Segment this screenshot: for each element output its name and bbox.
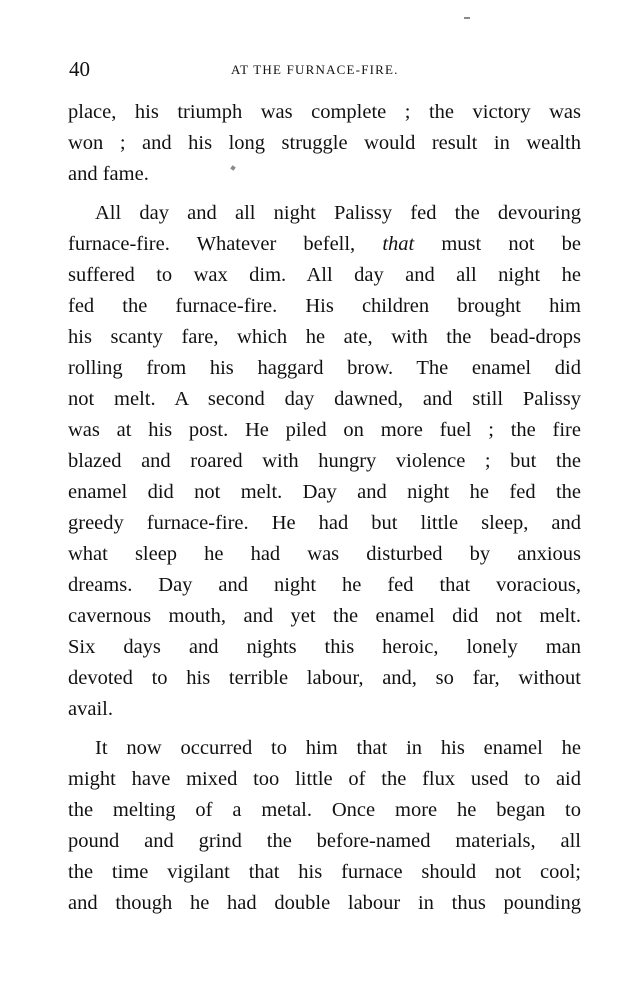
text-line: cavernous mouth, and yet the enamel did not melt. <box>68 605 581 627</box>
text-line: Six days and nights this heroic, lonely man <box>68 636 581 658</box>
text-line: devoted to his terrible labour, and, so far, without <box>68 667 581 689</box>
text-line: the melting of a metal. Once more he began to <box>68 799 581 821</box>
paragraph <box>68 733 581 919</box>
text-line: the time vigilant that his furnace should not cool; <box>68 861 581 883</box>
text-line: and fame. <box>68 163 149 185</box>
text-line: greedy furnace-fire. He had but little sleep, and <box>68 512 581 534</box>
text-line: dreams. Day and night he fed that voracious, <box>68 574 581 596</box>
text-line: his scanty fare, which he ate, with the bead-drops <box>68 326 581 348</box>
text-line: avail. <box>68 698 113 720</box>
text-line: rolling from his haggard brow. The enamel did <box>68 357 581 379</box>
text-line: furnace-fire. Whatever befell, that must not be <box>68 233 581 255</box>
emphasis: that <box>382 233 415 255</box>
text-line: won ; and his long struggle would result in wealth <box>68 132 581 154</box>
running-title: AT THE FURNACE-FIRE. <box>231 62 399 77</box>
text-line: and though he had double labour in thus pounding <box>68 892 581 914</box>
text-line: enamel did not melt. Day and night he fed the <box>68 481 581 503</box>
page-number: 40 <box>69 57 90 81</box>
running-head <box>69 54 581 84</box>
text-line: fed the furnace-fire. His children brought him <box>68 295 581 317</box>
text-line: might have mixed too little of the flux used to aid <box>68 768 581 790</box>
text-line: place, his triumph was complete ; the victory was <box>68 101 581 123</box>
text-line: was at his post. He piled on more fuel ; the fire <box>68 419 581 441</box>
body-text <box>68 97 581 919</box>
text-line: suffered to wax dim. All day and all night he <box>68 264 581 286</box>
text-line: pound and grind the before-named materials, all <box>68 830 581 852</box>
paragraph <box>68 198 581 725</box>
text-line: blazed and roared with hungry violence ; but the <box>68 450 581 472</box>
margin-mark <box>464 17 470 19</box>
text-line: It now occurred to him that in his enamel he <box>95 737 581 759</box>
paragraph <box>68 97 581 190</box>
text-line: All day and all night Palissy fed the devouring <box>95 202 581 224</box>
text-line: what sleep he had was disturbed by anxious <box>68 543 581 565</box>
text-line: not melt. A second day dawned, and still Palissy <box>68 388 581 410</box>
